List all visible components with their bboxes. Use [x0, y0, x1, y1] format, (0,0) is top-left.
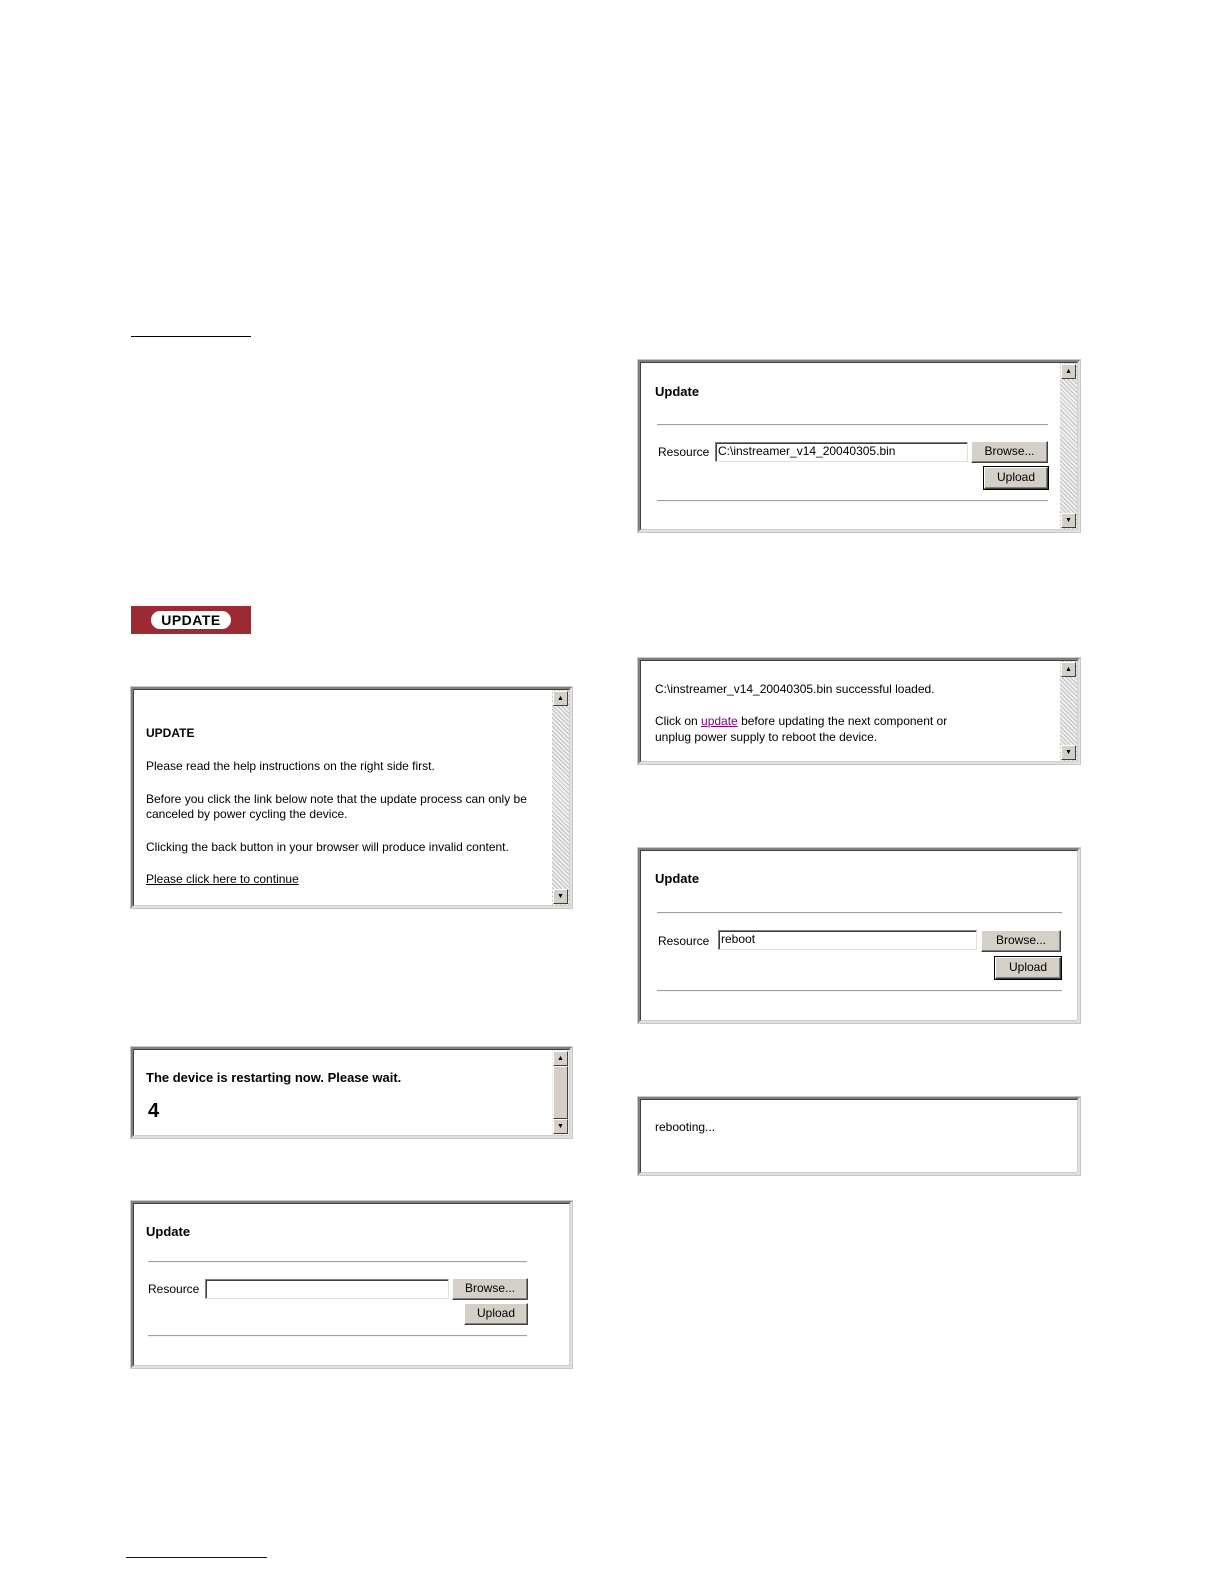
divider [148, 1335, 527, 1337]
continue-link[interactable]: Please click here to continue [146, 872, 299, 886]
rebooting-window [638, 1097, 1080, 1175]
upload-success-window [638, 658, 1080, 764]
update-title: Update [655, 384, 700, 399]
restart-countdown: 4 [148, 1100, 160, 1122]
intro-line-3: Clicking the back button in your browser will produce invalid content. [146, 840, 509, 854]
restart-scrollbar[interactable] [552, 1050, 569, 1135]
update-badge-label: UPDATE [151, 611, 231, 629]
resource-input[interactable]: reboot [718, 930, 977, 950]
update-badge [131, 606, 251, 634]
divider [657, 990, 1062, 992]
scroll-up-arrow-icon[interactable]: ▲ [553, 691, 568, 706]
divider [657, 424, 1048, 426]
scroll-up-arrow-icon[interactable]: ▲ [1061, 662, 1076, 677]
restart-window [131, 1047, 572, 1138]
browse-button[interactable]: Browse... [452, 1278, 528, 1300]
intro-scrollbar[interactable] [552, 690, 569, 905]
loaded-message: C:\instreamer_v14_20040305.bin successful loaded. [655, 682, 935, 696]
scroll-thumb[interactable] [553, 1066, 568, 1119]
divider [148, 1261, 527, 1263]
instruction-rest: before updating the next component or [741, 714, 948, 728]
scroll-down-arrow-icon[interactable]: ▼ [553, 1119, 568, 1134]
update-file-window [638, 360, 1080, 532]
footnote-rule [126, 1557, 267, 1558]
section-rule-top [131, 336, 251, 337]
resource-label: Resource [148, 1282, 200, 1296]
intro-line-2b: canceled by power cycling the device. [146, 807, 348, 821]
resource-input[interactable] [205, 1279, 449, 1299]
update-file-scrollbar[interactable] [1060, 363, 1077, 529]
upload-button[interactable]: Upload [995, 957, 1061, 979]
click-on-text: Click on [655, 714, 698, 728]
browse-button[interactable]: Browse... [981, 930, 1061, 952]
upload-button[interactable]: Upload [984, 467, 1048, 489]
divider [657, 912, 1062, 914]
intro-line-1: Please read the help instructions on the right side first. [146, 759, 435, 773]
browse-button[interactable]: Browse... [971, 441, 1048, 463]
restart-message: The device is restarting now. Please wait. [146, 1070, 402, 1085]
update-title: Update [655, 871, 700, 886]
intro-heading: UPDATE [146, 726, 195, 740]
scroll-up-arrow-icon[interactable]: ▲ [1061, 364, 1076, 379]
instruction-line-2: unplug power supply to reboot the device. [655, 730, 878, 744]
update-reboot-window [638, 848, 1080, 1023]
update-empty-window [131, 1201, 572, 1368]
scroll-down-arrow-icon[interactable]: ▼ [553, 889, 568, 904]
resource-label: Resource [658, 934, 710, 948]
intro-line-2a: Before you click the link below note that the update process can only be [146, 792, 527, 806]
update-link[interactable]: update [701, 714, 738, 728]
update-title: Update [146, 1224, 191, 1239]
scroll-down-arrow-icon[interactable]: ▼ [1061, 745, 1076, 760]
scroll-down-arrow-icon[interactable]: ▼ [1061, 513, 1076, 528]
divider [657, 500, 1048, 502]
resource-label: Resource [658, 445, 710, 459]
instruction-line-1 [655, 714, 947, 728]
resource-input[interactable]: C:\instreamer_v14_20040305.bin [715, 442, 968, 462]
success-scrollbar[interactable] [1060, 661, 1077, 761]
update-intro-window [131, 687, 572, 908]
scroll-up-arrow-icon[interactable]: ▲ [553, 1051, 568, 1066]
upload-button[interactable]: Upload [464, 1303, 528, 1325]
rebooting-status: rebooting... [655, 1120, 716, 1134]
